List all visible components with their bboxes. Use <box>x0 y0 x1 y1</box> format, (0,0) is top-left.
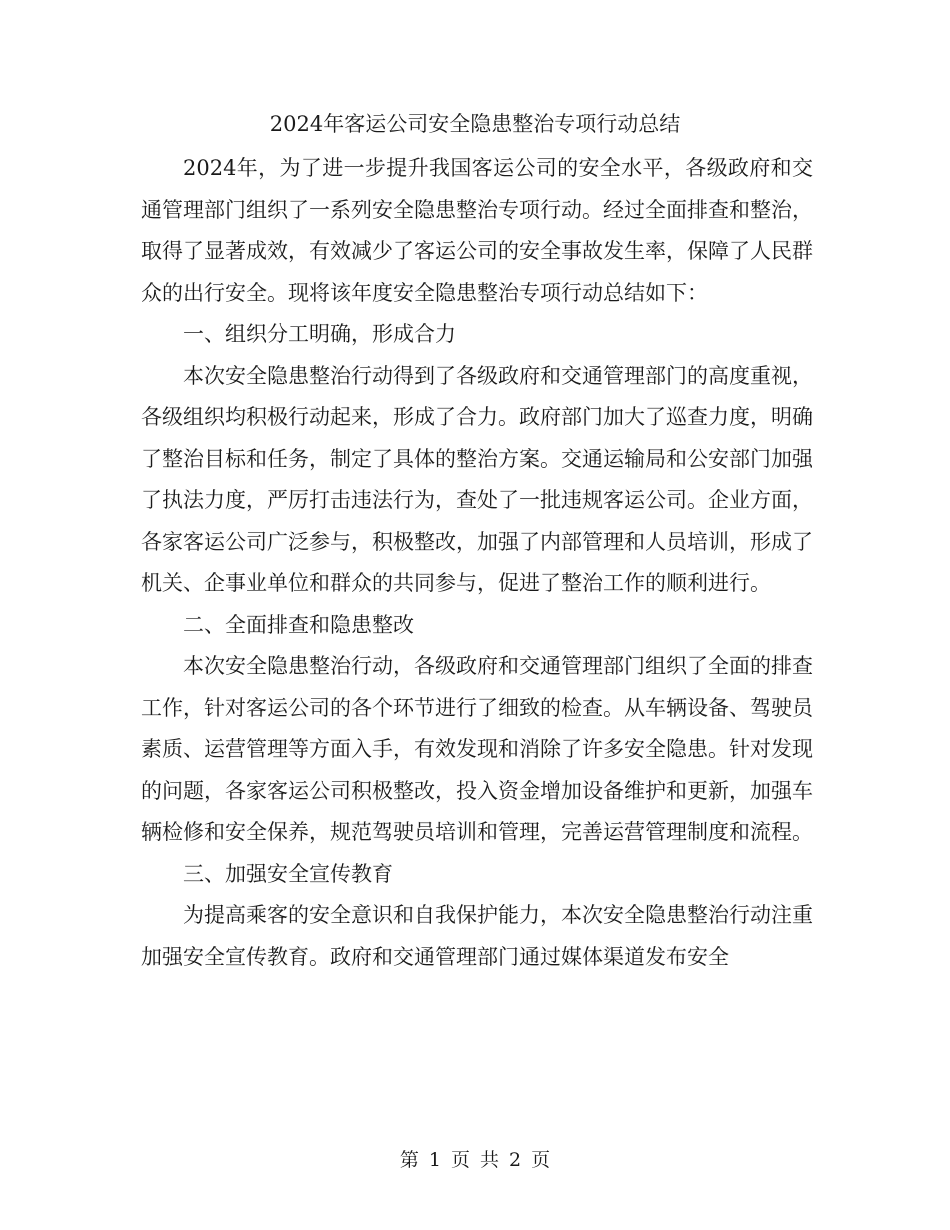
section-1-heading: 一、组织分工明确，形成合力 <box>183 322 456 346</box>
page-number-footer: 第 1 页 共 2 页 <box>399 1149 551 1171</box>
section-2-heading: 二、全面排查和隐患整改 <box>183 612 414 637</box>
document-body <box>141 148 813 978</box>
document-title: 2024年客运公司安全隐患整治专项行动总结 <box>269 112 681 136</box>
intro-paragraph: 2024年，为了进一步提升我国客运公司的安全水平，各级政府和交通管理部门组织了一系列安全隐患整治专项行动。经过全面排查和整治，取得了显著成效，有效减少了客运公司的安全事故发生率，保障了人民群众的出行安全。现将该年度安全隐患整治专项行动总结如下： <box>141 156 813 305</box>
section-1-paragraph: 本次安全隐患整治行动得到了各级政府和交通管理部门的高度重视，各级组织均积极行动起来，形成了合力。政府部门加大了巡查力度，明确了整治目标和任务，制定了具体的整治方案。交通运输局和公安部门加强了执法力度，严厉打击违法行为，查处了一批违规客运公司。企业方面，各家客运公司广泛参与，积极整改，加强了内部管理和人员培训，形成了机关、企事业单位和群众的共同参与，促进了整治工作的顺利进行。 <box>141 363 813 595</box>
section-2-paragraph: 本次安全隐患整治行动，各级政府和交通管理部门组织了全面的排查工作，针对客运公司的各个环节进行了细致的检查。从车辆设备、驾驶员素质、运营管理等方面入手，有效发现和消除了许多安全隐患。针对发现的问题，各家客运公司积极整改，投入资金增加设备维护和更新，加强车辆检修和安全保养，规范驾驶员培训和管理，完善运营管理制度和流程。 <box>141 654 813 844</box>
section-3-heading: 三、加强安全宣传教育 <box>183 861 393 886</box>
section-3-paragraph: 为提高乘客的安全意识和自我保护能力，本次安全隐患整治行动注重加强安全宣传教育。政府和交通管理部门通过媒体渠道发布安全 <box>141 903 813 969</box>
